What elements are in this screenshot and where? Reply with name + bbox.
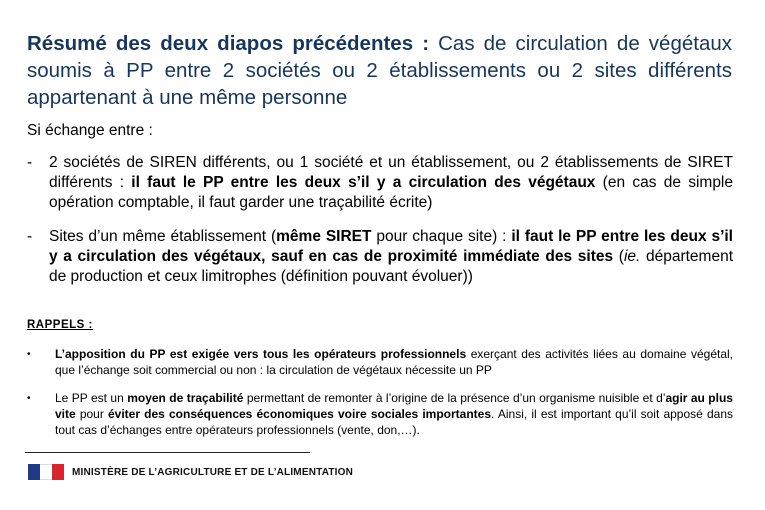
- text-run: exerçant des activités liées au domaine végétal, que l’échange soit commercial ou non : la circulation de végétaux nécessite un PP: [55, 347, 733, 377]
- title-rest: Cas de circulation de végétaux soumis à PP entre 2 sociétés ou 2 établissements ou 2 sites différents appartenant à une même personne: [27, 32, 733, 109]
- bold-run: il faut le PP entre les deux s’il y a circulation des végétaux: [131, 174, 596, 191]
- bullet-text: [55, 346, 733, 378]
- bold-run: moyen de traçabilité: [127, 391, 244, 405]
- rappel-bullet: [27, 390, 733, 438]
- bold-run: agir au plus vite: [55, 391, 733, 421]
- list-item-text: [49, 153, 733, 213]
- dash-marker: -: [27, 228, 33, 245]
- rappel-bullet: [27, 346, 733, 378]
- text-run: (: [613, 248, 624, 265]
- bold-run: il faut le PP entre les deux s’il y a circulation des végétaux, sauf en cas de proximité immédiate des sites: [49, 228, 733, 265]
- rappels-heading: RAPPELS :: [27, 319, 93, 331]
- bold-run: L’apposition du PP est exigée vers tous les opérateurs professionnels: [55, 347, 467, 361]
- french-flag-icon: [28, 464, 64, 480]
- italic-run: ie.: [623, 248, 641, 265]
- text-run: département de production et ceux limitrophes (définition pouvant évoluer)): [49, 248, 733, 285]
- title-bold: Résumé des deux diapos précédentes :: [27, 32, 430, 55]
- text-run: Sites d’un même établissement (: [49, 228, 277, 245]
- list-item: [27, 227, 733, 287]
- list-item: [27, 153, 733, 213]
- bullet-text: [55, 390, 733, 438]
- text-run: pour chaque site) :: [371, 228, 512, 245]
- text-run: (en cas de simple opération comptable, il faut garder une traçabilité écrite): [49, 174, 733, 211]
- bullet-marker: •: [27, 393, 31, 404]
- text-run: 2 sociétés de SIREN différents, ou 1 société et un établissement, ou 2 établissements de SIRET différents :: [49, 154, 733, 191]
- slide-title: [27, 30, 732, 111]
- dash-marker: -: [27, 154, 33, 171]
- text-run: pour: [75, 407, 108, 421]
- text-run: Le PP est un: [55, 391, 128, 405]
- text-run: . Ainsi, il est important qu’il soit apposé dans tout cas d’échanges entre opérateurs professionnels (vente, don,…).: [55, 407, 733, 437]
- list-item-text: [49, 227, 733, 287]
- intro-text: Si échange entre :: [27, 122, 153, 139]
- bullet-marker: •: [27, 349, 31, 360]
- flag-blue-band: [28, 464, 40, 480]
- text-run: permettant de remonter à l’origine de la présence d’un organisme nuisible et d’: [243, 391, 666, 405]
- flag-white-band: [40, 464, 52, 480]
- flag-red-band: [52, 464, 64, 480]
- footer-logo: [28, 464, 353, 480]
- ministry-name: MINISTÈRE DE L’AGRICULTURE ET DE L’ALIMENTATION: [72, 466, 354, 478]
- footer-divider: [25, 452, 310, 453]
- bold-run: même SIRET: [276, 228, 372, 245]
- bold-run: éviter des conséquences économiques voire sociales importantes: [108, 407, 492, 421]
